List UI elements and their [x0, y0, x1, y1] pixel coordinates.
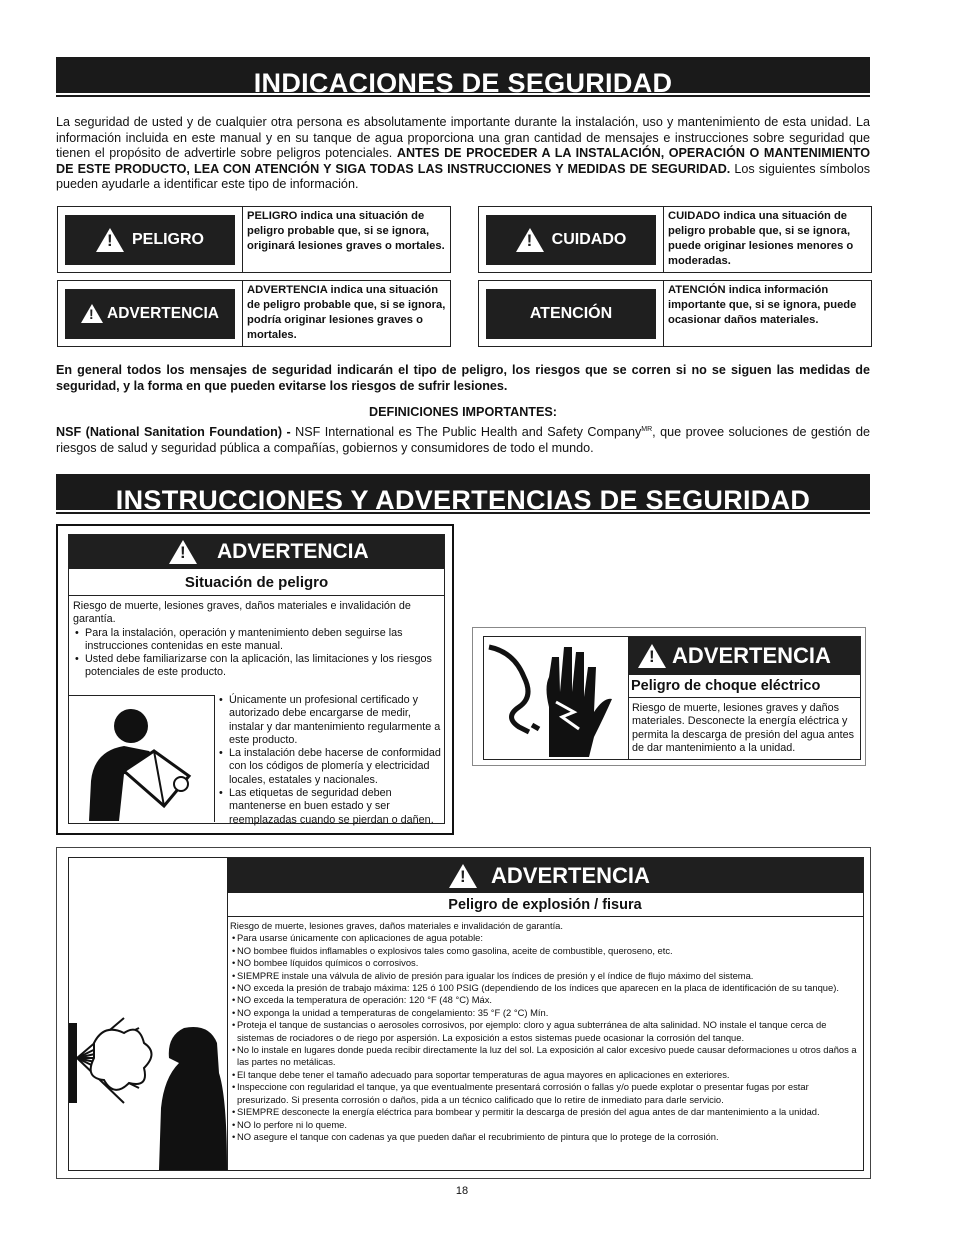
- symbol-atencion: ATENCIÓN ATENCIÓN indica información importante que, si se ignora, puede ocasionar daños materiales.: [478, 280, 872, 347]
- warning-electric-box: [472, 627, 866, 766]
- intro-paragraph: La seguridad de usted y de cualquier otra persona es absolutamente importante durante la instalación, uso y mantenimiento de esta unidad. La información incluida en este manual y en su tanque de agua proporciona una gran cantidad de mensajes e instrucciones sobre seguridad que tienen el propósito de advertirle sobre peligros potenciales. ANTES DE PROCEDER A LA INSTALACIÓN, OPERACIÓN O MANTENIMIENTO DE ESTE PRODUCTO, LEA CON ATENCIÓN Y SIGA TODAS LAS INSTRUCCIONES Y MEDIDAS DE SEGURIDAD. Los siguientes símbolos pueden ayudarle a identificar este tipo de información.: [56, 115, 871, 192]
- warning-triangle-icon: [449, 864, 477, 888]
- definitions-text: NSF (National Sanitation Foundation) - NSF International es The Public Health and Safety Company$^{MR}$, que provee soluciones de gestión de riesgos de salud y seguridad pública a compañías, gobiernos y consumidores de todo el mundo.: [56, 425, 870, 455]
- warning-triangle-icon: [638, 644, 666, 668]
- definitions-heading: DEFINICIONES IMPORTANTES:: [369, 405, 557, 419]
- warning-body: Riesgo de muerte, lesiones graves, daños materiales e invalidación de garantía. • Para la instalación, operación y mantenimiento deben seguirse las instrucciones contenidas en este manual. • Usted debe familiarizarse con la aplicación, las limitaciones y los riesgos potenciales de este producto.: [69, 596, 444, 680]
- warning-header: ! ADVERTENCIA: [227, 858, 863, 893]
- warning-subtitle: Situación de peligro: [69, 569, 444, 596]
- warning-explosion-box: [56, 847, 871, 1179]
- symbol-advertencia: ! ADVERTENCIA ADVERTENCIA indica una situación de peligro probable que, si se ignora, podría originar lesiones graves o mortales.: [57, 280, 451, 347]
- symbol-peligro: ! PELIGRO PELIGRO indica una situación de peligro probable que, si se ignora, originará lesiones graves o mortales.: [57, 206, 451, 273]
- general-note: En general todos los mensajes de seguridad indicarán el tipo de peligro, los riesgos que se corren si no se siguen las medidas de seguridad, y la forma en que pueden evitarse los riesgos de sufrir lesiones.: [56, 363, 870, 393]
- warning-subtitle: Peligro de explosión / fisura: [227, 893, 863, 917]
- warning-triangle-icon: [516, 228, 544, 252]
- page-number: 18: [455, 1185, 469, 1197]
- warning-body: Riesgo de muerte, lesiones graves y daños materiales. Desconecte la energía eléctrica y permita la descarga de presión del agua antes de dar mantenimiento a la unidad.: [632, 702, 855, 755]
- warning-situation-box: ! ADVERTENCIA Situación de peligro Riesgo de muerte, lesiones graves, daños materiales e invalidación de garantía. • Para la instalación, operación y mantenimiento deben seguirse las instrucciones contenidas en este manual. • Usted debe familiarizarse con la aplicación, las limitaciones y los riesgos potenciales de este producto. • Únicamente un profesional certificado y autorizado debe encargarse de medir, instalar y dar mantenimiento regularmente a este producto. • La instalación debe hacerse de conformidad con los códigos de plomería y electricidad locales, estatales y nacionales. • Las etiquetas de seguridad deben mantenerse en buen estado y ser reemplazadas cuando se pierdan o dañen.: [56, 524, 454, 835]
- warning-triangle-icon: [81, 304, 103, 323]
- warning-triangle-icon: [96, 228, 124, 252]
- section-title-instructions: INSTRUCCIONES Y ADVERTENCIAS DE SEGURIDAD: [56, 474, 870, 510]
- warning-triangle-icon: [169, 540, 197, 564]
- warning-header: ! ADVERTENCIA: [69, 535, 444, 569]
- warning-body: Riesgo de muerte, lesiones graves, daños materiales e invalidación de garantía. • Para usarse únicamente con aplicaciones de agua potable: • NO bombee fluidos inflamables o explosivos tales como gasolina, aceite de combustible, queroseno, etc. • NO bombee líquidos químicos o corrosivos. • SIEMPRE instale una válvula de alivio de presión para igualar los índices de presión y el índice de flujo máximo del sistema. • NO exceda la presión de trabajo máxima: 125 ó 100 PSIG (dependiendo de los índices que aparecen en la placa de identificación de su tanque). • NO exceda la temperatura de operación: 120 °F (48 °C) Máx. • NO exponga la unidad a temperaturas de congelamiento: 35 °F (2 °C) Mín. • Proteja el tanque de sustancias o aerosoles corrosivos, por ejemplo: cloro y agua subterránea de alta salinidad. NO instale el tanque cerca de sistemas de rociadores o de riego por aspersión. La exposición a estos sistemas puede ocasionar la corrosión del tanque. • No lo instale en lugares donde pueda recibir directamente la luz del sol. La exposición al calor excesivo puede causar deformaciones u otros daños a las partes no metálicas. • El tanque debe tener el tamaño adecuado para soportar temperaturas de agua mayores en aplicaciones en exteriores. • Inspeccione con regularidad el tanque, ya que eventualmente presentará corrosión o fallas y/o puede explotar o presentar fugas por estar presurizado. Si presenta corrosión o daños, pida a un técnico calificado que lo retire de inmediato para darle servicio. • SIEMPRE desconecte la energía eléctrica para bombear y permitir la descarga de presión del agua antes de dar mantenimiento a la unidad. • NO lo perfore ni lo queme. • NO asegure el tanque con cadenas ya que pueden dañar el recubrimiento de pintura que lo protege de la corrosión.: [227, 917, 863, 1143]
- electric-shock-hand-icon: [484, 637, 628, 759]
- person-reading-manual-icon: [69, 696, 214, 822]
- warning-header: ! ADVERTENCIA: [628, 637, 860, 675]
- explosion-hazard-icon: [69, 858, 227, 1170]
- symbol-cuidado: ! CUIDADO CUIDADO indica una situación de peligro probable que, si se ignora, puede originar lesiones menores o moderadas.: [478, 206, 872, 273]
- section-title-safety: INDICACIONES DE SEGURIDAD: [56, 57, 870, 93]
- warning-subtitle: Peligro de choque eléctrico: [628, 675, 860, 698]
